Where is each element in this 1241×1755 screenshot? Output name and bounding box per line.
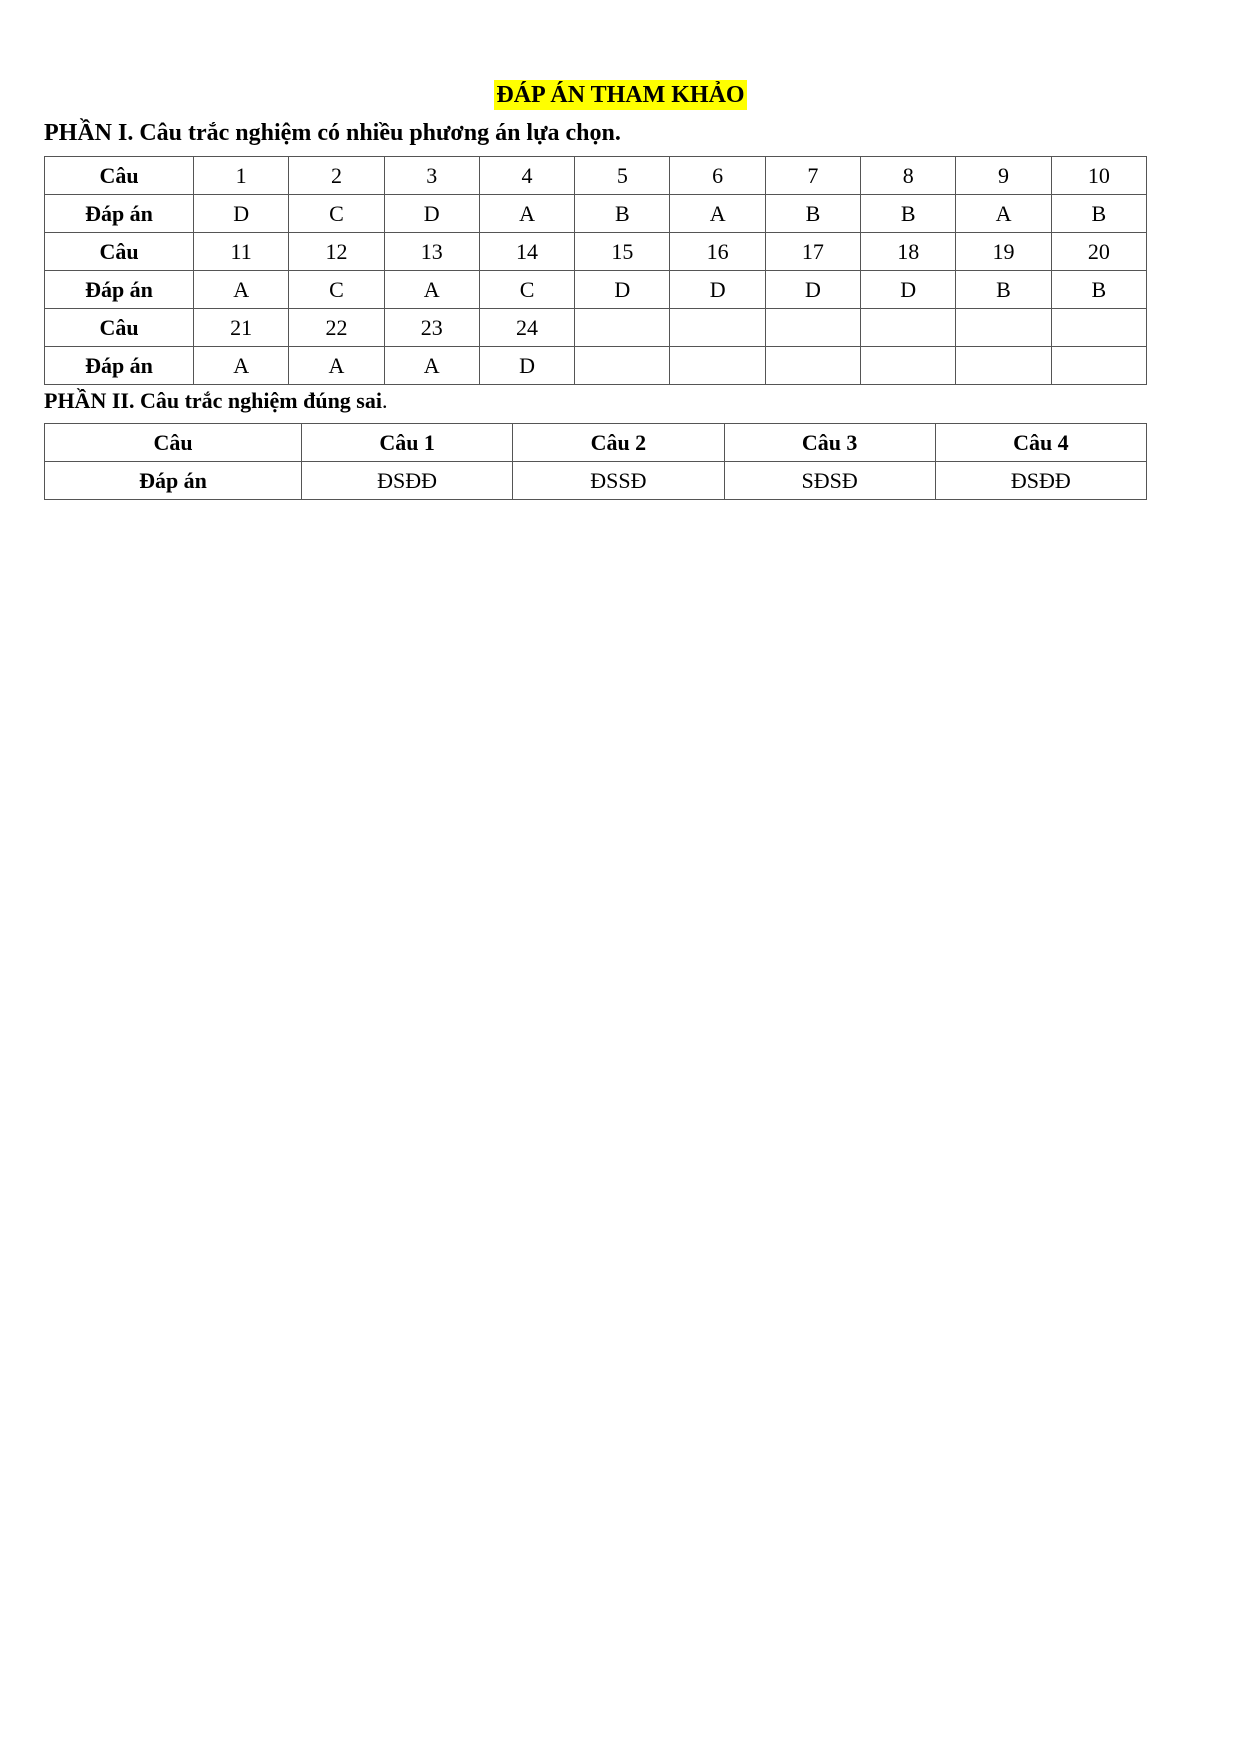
question-cell: 1 [194, 157, 289, 195]
answer-cell: A [289, 347, 384, 385]
answer-cell: D [765, 271, 860, 309]
answer-cell: C [289, 195, 384, 233]
answer-cell: B [1051, 271, 1146, 309]
answer-cell [861, 347, 956, 385]
answer-cell: D [670, 271, 765, 309]
answer-cell: C [289, 271, 384, 309]
question-cell: Câu 3 [724, 424, 935, 462]
answer-cell: D [194, 195, 289, 233]
answer-cell: ĐSĐĐ [935, 462, 1146, 500]
question-cell [1051, 309, 1146, 347]
part2-heading [44, 386, 387, 416]
question-cell: 18 [861, 233, 956, 271]
part2-answer-table [44, 423, 1147, 500]
question-cell: 19 [956, 233, 1051, 271]
part1-question-row [45, 233, 1147, 271]
question-cell: 16 [670, 233, 765, 271]
row-label-question: Câu [45, 157, 194, 195]
part2-question-row [45, 424, 1147, 462]
row-label-question: Câu [45, 233, 194, 271]
answer-cell: D [575, 271, 670, 309]
question-cell: 24 [479, 309, 574, 347]
question-cell: 22 [289, 309, 384, 347]
question-cell [956, 309, 1051, 347]
answer-cell: B [956, 271, 1051, 309]
answer-cell: A [670, 195, 765, 233]
row-label-answer: Đáp án [45, 271, 194, 309]
answer-cell [765, 347, 860, 385]
part2-heading-text: PHẦN II. Câu trắc nghiệm đúng sai [44, 388, 382, 413]
answer-cell [1051, 347, 1146, 385]
answer-cell: D [479, 347, 574, 385]
question-cell: 15 [575, 233, 670, 271]
question-cell: 17 [765, 233, 860, 271]
question-cell: Câu 4 [935, 424, 1146, 462]
answer-cell: B [575, 195, 670, 233]
question-cell: 7 [765, 157, 860, 195]
part1-answer-row [45, 347, 1147, 385]
answer-cell: SĐSĐ [724, 462, 935, 500]
question-cell [861, 309, 956, 347]
row-label-answer: Đáp án [45, 195, 194, 233]
row-label-question: Câu [45, 309, 194, 347]
answer-cell: A [479, 195, 574, 233]
page-title: ĐÁP ÁN THAM KHẢO [496, 82, 745, 108]
question-cell: 14 [479, 233, 574, 271]
answer-cell: A [956, 195, 1051, 233]
title-container [0, 80, 1241, 110]
answer-cell: ĐSĐĐ [302, 462, 513, 500]
question-cell: 3 [384, 157, 479, 195]
answer-cell: D [384, 195, 479, 233]
question-cell: 8 [861, 157, 956, 195]
question-cell: 10 [1051, 157, 1146, 195]
answer-cell: A [194, 347, 289, 385]
question-cell: 13 [384, 233, 479, 271]
question-cell: 12 [289, 233, 384, 271]
part2-heading-tail: . [381, 388, 388, 413]
question-cell: 23 [384, 309, 479, 347]
question-cell: 2 [289, 157, 384, 195]
part1-question-row [45, 309, 1147, 347]
question-cell: 11 [194, 233, 289, 271]
part1-heading: PHẦN I. Câu trắc nghiệm có nhiều phương án lựa chọn. [44, 120, 621, 146]
question-cell: 5 [575, 157, 670, 195]
part1-answer-row [45, 195, 1147, 233]
answer-cell: B [1051, 195, 1146, 233]
row-label-answer: Đáp án [45, 462, 302, 500]
answer-cell: C [479, 271, 574, 309]
answer-cell [956, 347, 1051, 385]
question-cell: 9 [956, 157, 1051, 195]
row-label-answer: Đáp án [45, 347, 194, 385]
question-cell: 21 [194, 309, 289, 347]
answer-cell: D [861, 271, 956, 309]
question-cell [670, 309, 765, 347]
answer-cell: A [384, 347, 479, 385]
answer-cell [670, 347, 765, 385]
part1-answer-row [45, 271, 1147, 309]
question-cell: 4 [479, 157, 574, 195]
row-label-question: Câu [45, 424, 302, 462]
answer-cell: B [765, 195, 860, 233]
answer-cell: B [861, 195, 956, 233]
part1-answer-table [44, 156, 1147, 385]
answer-cell: A [384, 271, 479, 309]
answer-cell: ĐSSĐ [513, 462, 724, 500]
answer-cell [575, 347, 670, 385]
question-cell: Câu 1 [302, 424, 513, 462]
question-cell: 6 [670, 157, 765, 195]
question-cell [765, 309, 860, 347]
part1-question-row [45, 157, 1147, 195]
answer-cell: A [194, 271, 289, 309]
question-cell: 20 [1051, 233, 1146, 271]
question-cell: Câu 2 [513, 424, 724, 462]
question-cell [575, 309, 670, 347]
part2-answer-row [45, 462, 1147, 500]
